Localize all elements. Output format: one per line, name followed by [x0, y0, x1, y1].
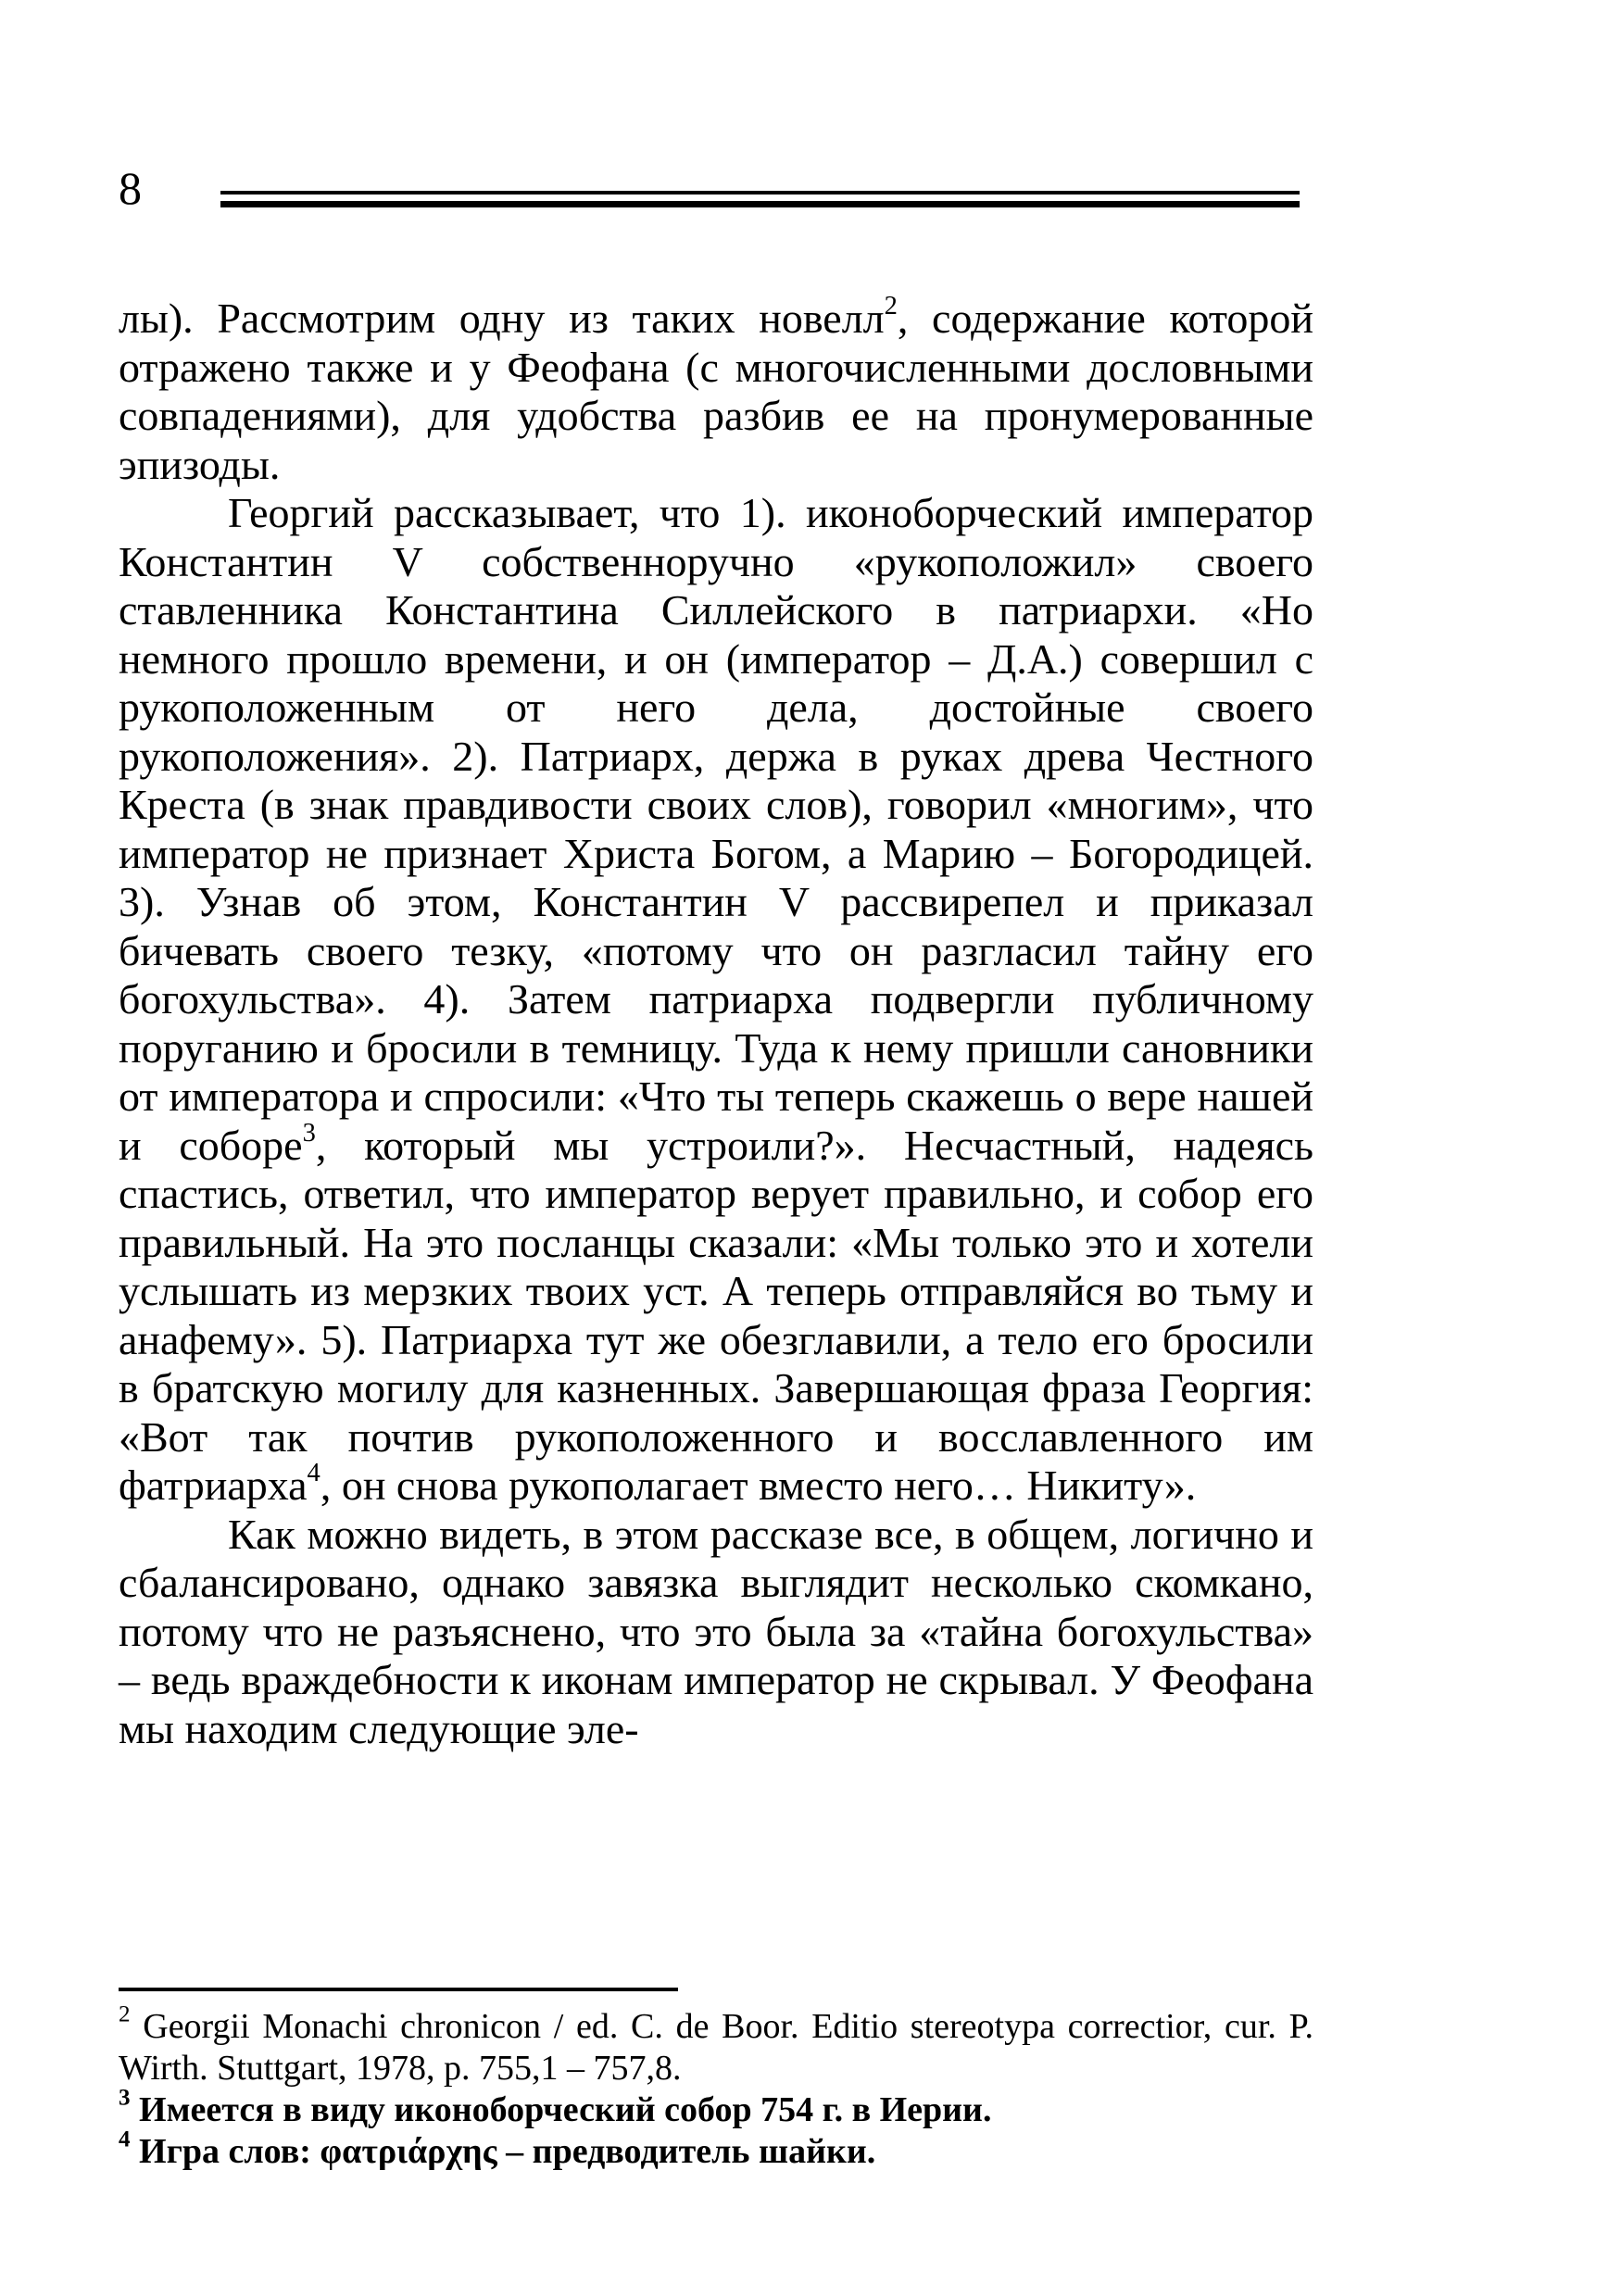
footnote-text: Игра слов: φατριάρχης – предводитель шайки. — [139, 2132, 876, 2171]
footnote-number: 4 — [119, 2127, 131, 2152]
footnote-ref-3: 3 — [302, 1118, 316, 1148]
paragraph-1 — [119, 292, 1313, 489]
footnote-2 — [119, 2001, 1314, 2089]
paragraph-2 — [119, 489, 1313, 1511]
footnotes — [119, 2001, 1314, 2173]
paragraph-2-text-b: , который мы устроили?». Несчастный, надеясь спастись, ответил, что император верует правильно, и собор его правильный. На это посланцы сказали: «Мы только это и хотели услышать из мерзких твоих уст. А теперь отправляйся во тьму и анафему». 5). Патриарха тут же обезглавили, а тело его бросили в братскую могилу для казненных. Завершающая фраза Георгия: «Вот так почтив рукоположенного и восславленного им фатриарха — [119, 1121, 1314, 1509]
paragraph-1-text-b: , содержание которой отражено также и у Феофана (с многочисленными дословными совпадениями), для удобства разбив ее на пронумерованные эпизоды. — [119, 295, 1313, 488]
footnote-number: 3 — [119, 2085, 131, 2111]
paragraph-3 — [119, 1511, 1313, 1754]
footnote-ref-2: 2 — [884, 292, 898, 321]
footnote-number: 2 — [119, 2001, 131, 2027]
paragraph-3-text: Как можно видеть, в этом рассказе все, в общем, логично и сбалансировано, однако завязка выглядит несколько скомкано, потому что не разъяснено, что это была за «тайна богохульства» – ведь враждебности к иконам император не скрывал. У Феофана мы находим следующие эле- — [119, 1510, 1313, 1752]
header-rule — [220, 191, 1300, 207]
footnote-3 — [119, 2085, 1313, 2131]
footnote-separator — [119, 1988, 678, 1991]
footnote-text: Имеется в виду иконоборческий собор 754 г. в Иерии. — [139, 2090, 992, 2129]
footnote-4 — [119, 2127, 1313, 2173]
paragraph-1-text-a: лы). Рассмотрим одну из таких новелл — [119, 295, 885, 342]
footnote-text: Georgii Monachi chronicon / ed. C. de Boor. Editio stereotypa correctior, cur. P. Wirth. Stuttgart, 1978, p. 755,1 – 757,8. — [119, 2007, 1314, 2088]
paragraph-2-text-a: Георгий рассказывает, что 1). иконоборческий император Константин V собственноручно «рукоположил» своего ставленника Константина Силлейского в патриархи. «Но немного прошло времени, и он (император – Д.А.) совершил с рукоположенным от него дела, достойные своего рукоположения». 2). Патриарх, держа в руках древа Честного Креста (в знак правдивости своих слов), говорил «многим», что император не признает Христа Богом, а Марию – Богородицей. 3). Узнав об этом, Константин V рассвирепел и приказал бичевать своего тезку, «потому что он разгласил тайну его богохульства». 4). Затем патриарха подвергли публичному поруганию и бросили в темницу. Туда к нему пришли сановники от императора и спросили: «Что ты теперь скажешь о вере нашей и соборе — [119, 489, 1313, 1169]
footnote-ref-4: 4 — [307, 1459, 320, 1488]
page-number: 8 — [119, 162, 142, 214]
paragraph-2-text-c: , он снова рукополагает вместо него… Никиту». — [320, 1462, 1197, 1509]
main-text — [119, 292, 1314, 1753]
